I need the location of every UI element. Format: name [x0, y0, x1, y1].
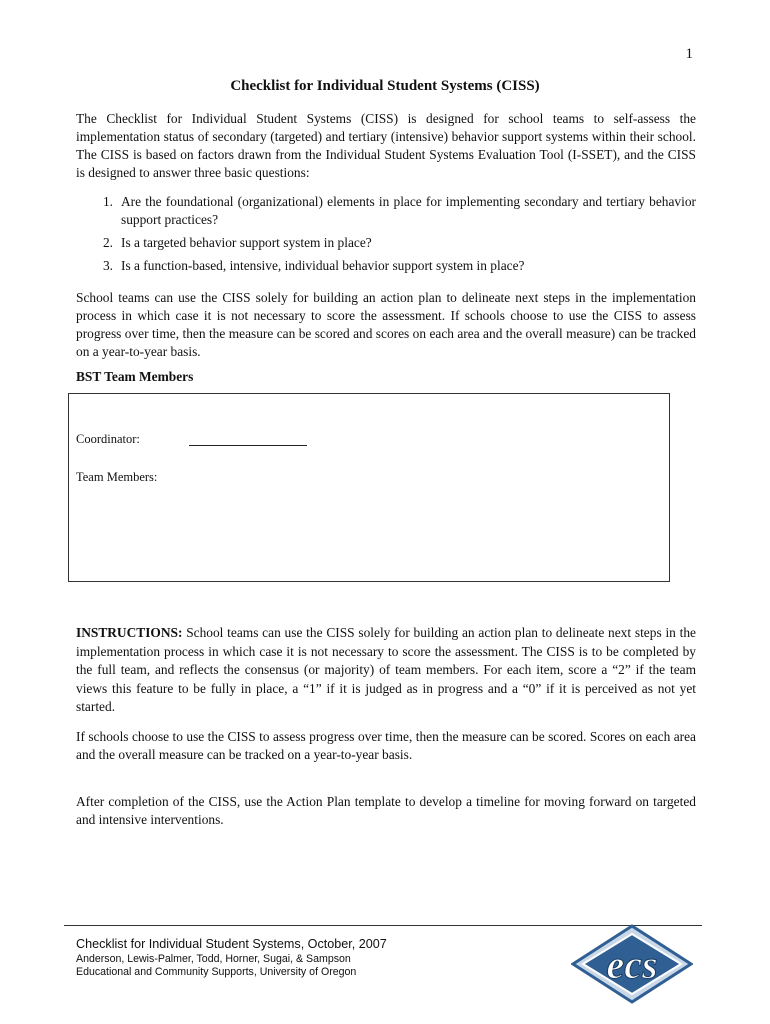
instructions-label: INSTRUCTIONS:	[76, 625, 183, 640]
question-number: 3.	[102, 258, 113, 273]
question-text: Is a function-based, intensive, individual behavior support system in place?	[121, 258, 525, 273]
instructions-paragraph	[76, 624, 696, 717]
document-title: Checklist for Individual Student Systems (CISS)	[230, 78, 540, 94]
question-text: Are the foundational (organizational) elements in place for implementing secondary and tertiary behavior support practices?	[121, 194, 696, 227]
logo-text: ecs	[606, 942, 658, 987]
question-item	[76, 193, 696, 229]
instructions-text: School teams can use the CISS solely for building an action plan to delineate next steps in the implementation process in which case it is not necessary to score the assessment. The CISS is to be completed by the full team, and reflects the consensus (or majority) of team members. For each item, score a “2” if the team views this feature to be fully in place, a “1” if it is judged as in progress and a “0” if it is perceived as not yet started.	[76, 625, 696, 714]
coordinator-field[interactable]	[189, 445, 307, 446]
question-text: Is a targeted behavior support system in place?	[121, 235, 372, 250]
action-plan-paragraph: After completion of the CISS, use the Action Plan template to develop a timeline for moving forward on targeted and intensive interventions.	[76, 794, 696, 827]
team-members-label: Team Members:	[76, 470, 158, 484]
usage-paragraph: School teams can use the CISS solely for building an action plan to delineate next steps in the implementation process in which case it is not necessary to score the assessment. If schools choose to use the CISS to assess progress over time, then the measure can be scored and scores on each area and the overall measure) can be tracked on a year-to-year basis.	[76, 290, 696, 359]
team-members-box	[68, 393, 670, 582]
page-number: 1	[685, 46, 693, 62]
footer-title: Checklist for Individual Student Systems, October, 2007	[76, 937, 387, 951]
coordinator-label: Coordinator:	[76, 432, 140, 446]
footer-authors: Anderson, Lewis-Palmer, Todd, Horner, Sugai, & Sampson	[76, 953, 351, 965]
question-item	[76, 257, 696, 275]
bst-heading: BST Team Members	[76, 369, 194, 384]
question-list	[76, 193, 696, 280]
question-item	[76, 234, 696, 252]
ecs-logo-icon	[571, 924, 693, 1004]
intro-paragraph: The Checklist for Individual Student Systems (CISS) is designed for school teams to self-assess the implementation status of secondary (targeted) and tertiary (intensive) behavior support systems within their school. The CISS is based on factors drawn from the Individual Student Systems Evaluation Tool (I-SSET), and the CISS is designed to answer three basic questions:	[76, 111, 696, 180]
scores-paragraph: If schools choose to use the CISS to assess progress over time, then the measure can be scored. Scores on each area and the overall measure can be tracked on a year-to-year basis.	[76, 729, 696, 762]
question-number: 2.	[102, 235, 113, 250]
footer-institution: Educational and Community Supports, University of Oregon	[76, 966, 357, 978]
question-number: 1.	[102, 194, 113, 209]
